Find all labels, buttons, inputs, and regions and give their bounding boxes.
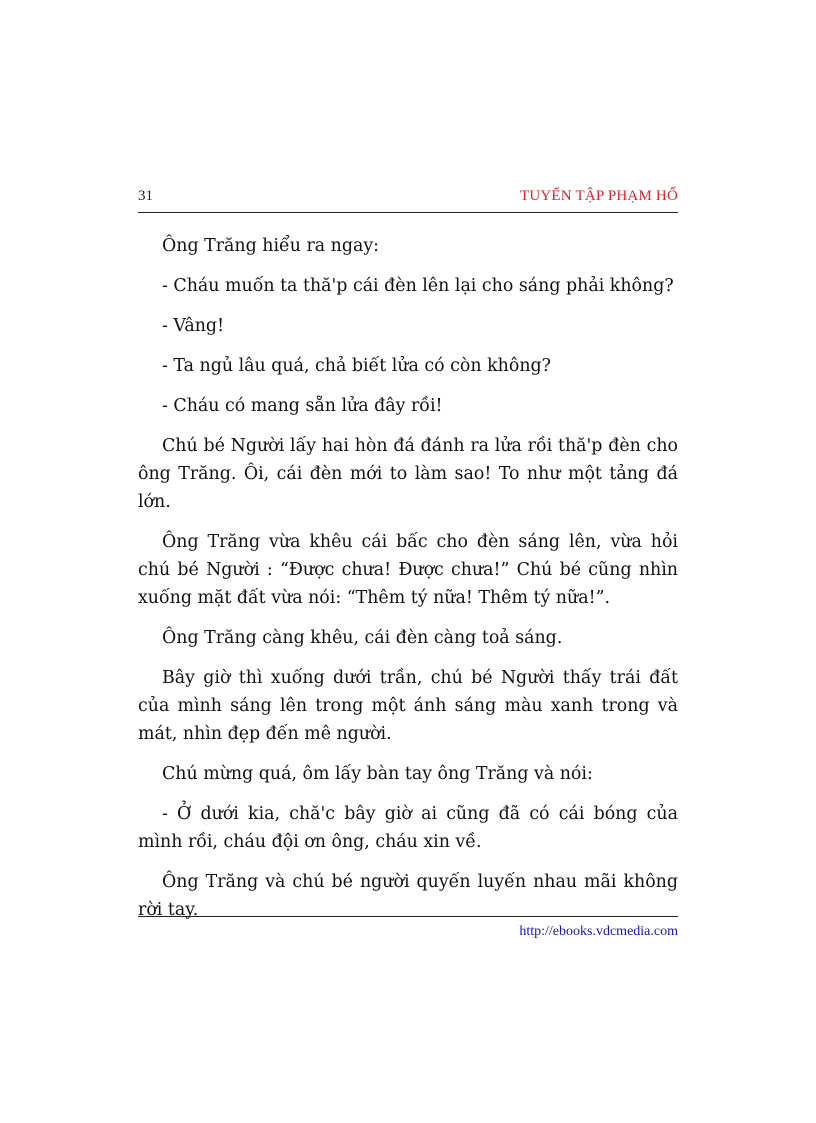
paragraph: - Ta ngủ lâu quá, chả biết lửa có còn không?	[162, 356, 551, 376]
paragraph: - Cháu có mang sẵn lửa đây rồi!	[162, 396, 443, 416]
paragraph: Ông Trăng và chú bé người quyến luyến nhau mãi không rời tay.	[138, 872, 678, 920]
footer-divider	[138, 916, 678, 917]
page-number: 31	[138, 188, 153, 204]
paragraph: - Ở dưới kia, chă'c bây giờ ai cũng đã có cái bóng của mình rồi, cháu đội ơn ông, cháu xin về.	[138, 804, 678, 852]
document-page	[138, 0, 678, 1123]
paragraph: Ông Trăng vừa khêu cái bấc cho đèn sáng lên, vừa hỏi chú bé Người : “Được chưa! Được chưa!” Chú bé cũng nhìn xuống mặt đất vừa nói: “Thêm tý nữa! Thêm tý nữa!”.	[138, 532, 678, 608]
book-title: TUYỂN TẬP PHẠM HỔ	[520, 188, 678, 204]
paragraph: Ông Trăng càng khêu, cái đèn càng toả sáng.	[162, 628, 563, 648]
paragraph: - Vâng!	[162, 316, 225, 336]
footer-link[interactable]: http://ebooks.vdcmedia.com	[519, 924, 678, 939]
paragraph: Bây giờ thì xuống dưới trần, chú bé Người thấy trái đất của mình sáng lên trong một ánh sáng màu xanh trong và mát, nhìn đẹp đến mê người.	[138, 668, 678, 744]
paragraph: Chú bé Người lấy hai hòn đá đánh ra lửa rồi thă'p đèn cho ông Trăng. Ôi, cái đèn mới to làm sao! To như một tảng đá lớn.	[138, 436, 678, 512]
paragraph: - Cháu muốn ta thă'p cái đèn lên lại cho sáng phải không?	[162, 276, 674, 296]
paragraph: Ông Trăng hiểu ra ngay:	[162, 236, 380, 256]
paragraph: Chú mừng quá, ôm lấy bàn tay ông Trăng và nói:	[162, 764, 593, 784]
body-text	[138, 232, 678, 936]
page-header	[138, 186, 678, 213]
